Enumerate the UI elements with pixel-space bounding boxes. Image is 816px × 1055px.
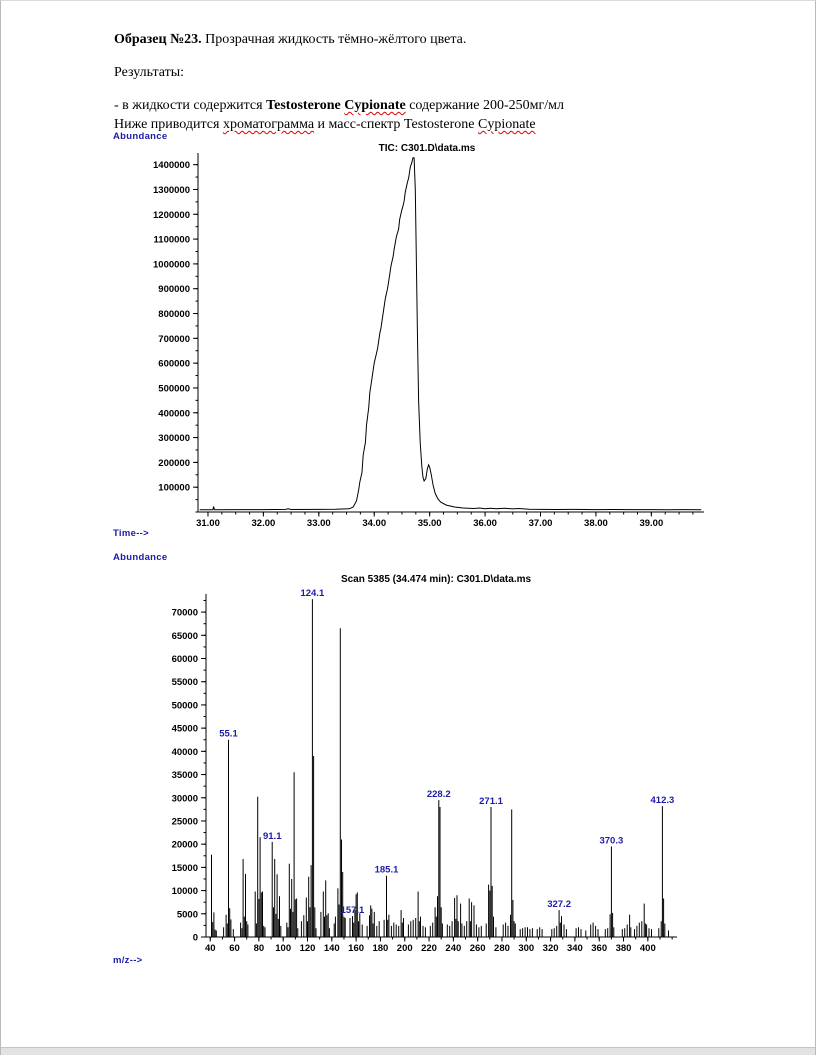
x-tick-label: 300 [518,943,535,954]
x-tick-label: 39.00 [639,518,664,529]
x-tick-label: 240 [445,943,462,954]
peak-label: 271.1 [479,796,503,808]
substance-name-2: Cypionate [344,98,406,113]
peak-label: 124.1 [300,588,325,600]
peak-label: 327.2 [547,899,571,911]
x-tick-label: 32.00 [251,518,276,529]
chromatogram-x-axis-caption: Time--> [113,528,149,539]
y-tick-label: 300000 [158,433,190,445]
spectrum-x-axis-caption: m/z--> [113,955,143,966]
tic-chromatogram [153,143,704,529]
y-tick-label: 600000 [158,358,190,370]
x-tick-label: 180 [372,943,389,954]
x-tick-label: 35.00 [417,518,442,529]
mass-spectrum [172,574,677,954]
peak-label: 157.1 [340,905,365,917]
y-tick-label: 50000 [171,700,198,712]
y-tick-label: 10000 [171,886,198,898]
x-tick-label: 60 [229,943,240,954]
y-tick-label: 200000 [158,457,190,469]
y-tick-label: 700000 [158,333,190,345]
peak-label: 55.1 [219,728,238,740]
x-tick-label: 280 [494,943,510,954]
x-tick-label: 380 [615,943,632,954]
note-misspelled-word: хроматограмма [222,117,315,132]
x-tick-label: 34.00 [362,518,387,529]
sample-description: Прозрачная жидкость тёмно-жёлтого цвета. [201,32,467,47]
x-tick-label: 260 [469,943,486,954]
charts-canvas [1,1,816,1055]
x-tick-label: 80 [253,943,265,954]
x-tick-label: 220 [421,943,437,954]
y-tick-label: 500000 [158,383,190,395]
spectrum-y-axis-caption: Abundance [113,552,168,563]
peak-label: 412.3 [650,795,675,807]
finding-line: - в жидкости содержится Testosterone Cypionate содержание 200-250мг/мл [114,98,564,113]
y-tick-label: 15000 [171,862,198,874]
peak-label: 228.2 [426,789,451,801]
y-tick-label: 65000 [171,630,198,642]
peak-label: 185.1 [374,864,399,876]
x-tick-label: 320 [542,943,559,954]
y-tick-label: 35000 [171,770,198,782]
x-tick-label: 100 [275,943,292,954]
x-tick-label: 31.00 [196,518,220,529]
x-tick-label: 36.00 [473,518,497,529]
results-label: Результаты: [114,65,184,80]
y-tick-label: 1200000 [153,209,190,221]
peak-label: 370.3 [599,835,624,847]
x-tick-label: 400 [639,943,656,954]
sample-number: Образец №23. [114,32,202,47]
x-tick-label: 160 [348,943,365,954]
y-tick-label: 55000 [171,677,198,689]
x-tick-label: 37.00 [528,518,553,529]
y-tick-label: 1100000 [153,234,190,246]
page-edge-strip [1,1047,815,1055]
x-tick-label: 120 [299,943,316,954]
y-tick-label: 900000 [158,284,190,296]
x-tick-label: 38.00 [584,518,608,529]
x-tick-label: 340 [566,943,583,954]
y-tick-label: 60000 [171,654,198,666]
y-tick-label: 400000 [158,408,190,420]
chart-title: TIC: C301.D\data.ms [378,143,476,154]
y-tick-label: 5000 [176,909,198,921]
y-tick-label: 1400000 [153,160,190,172]
peak-label: 91.1 [262,830,282,842]
y-tick-label: 45000 [171,723,198,735]
y-tick-label: 1000000 [153,259,190,271]
y-tick-label: 800000 [158,309,190,321]
note-trade-name: Cypionate [478,117,536,132]
x-tick-label: 360 [591,943,608,954]
y-tick-label: 20000 [171,839,198,851]
y-tick-label: 40000 [171,746,198,758]
chromatogram-y-axis-caption: Abundance [113,131,168,142]
x-tick-label: 140 [323,943,340,954]
chart-title: Scan 5385 (34.474 min): C301.D\data.ms [340,574,532,585]
y-tick-label: 25000 [171,816,198,828]
y-tick-label: 100000 [158,482,190,494]
note-line: Ниже приводится хроматограмма и масс-спектр Testosterone Cypionate [114,117,536,132]
y-tick-label: 70000 [171,607,198,619]
tic-trace [200,158,702,510]
x-tick-label: 200 [396,943,413,954]
y-tick-label: 0 [192,932,198,944]
x-tick-label: 40 [204,943,216,954]
y-tick-label: 1300000 [153,184,190,196]
substance-name: Testosterone [266,98,345,113]
y-tick-label: 30000 [171,793,198,805]
x-tick-label: 33.00 [306,518,331,529]
